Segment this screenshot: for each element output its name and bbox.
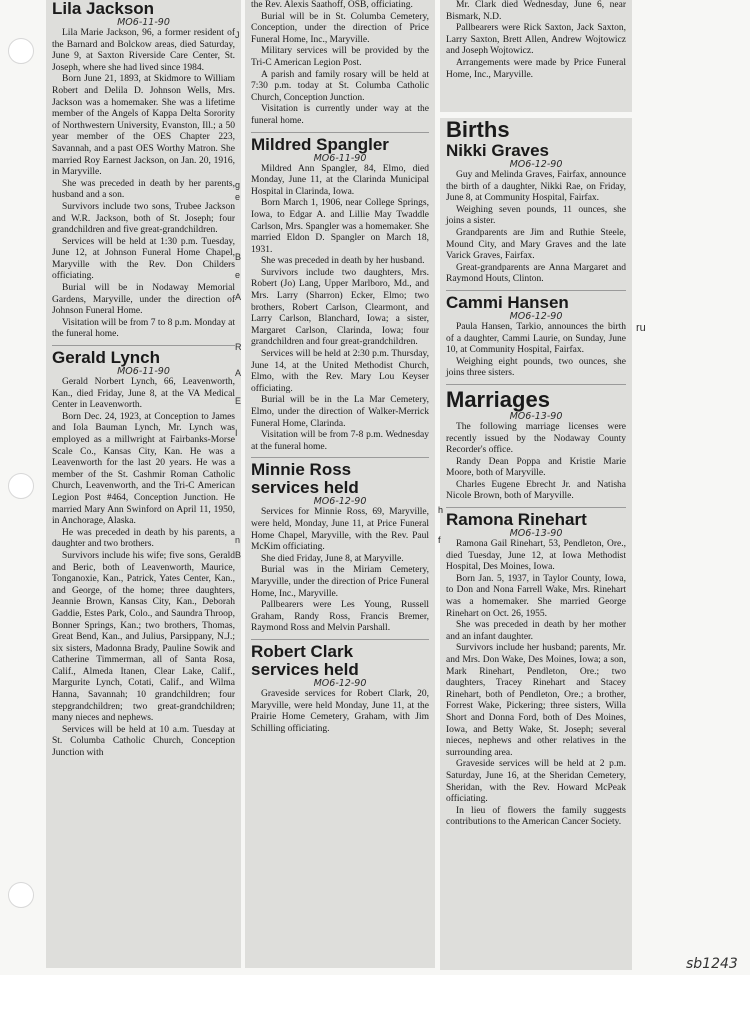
margin-letter: I: [235, 428, 238, 438]
clipping-column-3: [440, 118, 632, 970]
margin-letter: B: [235, 252, 242, 262]
paragraph: Burial will be in Nodaway Memorial Gardens, Maryville, under the direction of Johnson Funeral Home.: [52, 283, 235, 317]
divider: [52, 345, 235, 346]
paragraph: She was preceded in death by her parents, husband and a son.: [52, 178, 235, 201]
headline: Lila Jackson: [52, 0, 155, 18]
section-heading-marriages: Marriages: [446, 386, 550, 412]
birth-cammi-hansen: [446, 294, 626, 380]
handwritten-date: MO6-12-90: [509, 310, 563, 322]
paragraph: Lila Marie Jackson, 96, a former resident of the Barnard and Bolckow areas, died Saturday, June 9, at Saxton Riverside Care Center, St. Joseph, where she had lived since 1984.: [52, 28, 235, 73]
margin-letter: e: [235, 270, 241, 280]
paragraph: He was preceded in death by his parents, a daughter and two brothers.: [52, 527, 235, 550]
divider: [446, 384, 626, 385]
clipping-column-3-top: [440, 0, 632, 112]
margin-letter: R: [235, 342, 242, 352]
paragraph: Born Jan. 5, 1937, in Taylor County, Iowa, to Don and Nona Farrell Wake, Mrs. Rinehart was a homemaker. She married George Rinehart on Oct. 26, 1955.: [446, 573, 626, 619]
handwritten-date: MO6-11-90: [313, 152, 367, 164]
paragraph: Graveside services will be held at 2 p.m. Saturday, June 16, at the Sheridan Cemetery, Sheridan, with the Rev. Howard McPeak officiating.: [446, 759, 626, 805]
side-fragment-text: h: [438, 505, 444, 515]
margin-letter: g: [235, 180, 241, 190]
binder-hole: [8, 882, 34, 908]
paragraph: Survivors include her husband; parents, Mr. and Mrs. Don Wake, Des Moines, Iowa; a son, Mark Rinehart, Pendleton, Ore.; two daughters, Tracey Rinehart and Stacey Rinehart, both of Pendleton, Ore.; a brother, Forrest Wake, Pickering; three sisters, Willa Short and Donna Ford, both of Des Moines, Iowa, and Betty Wake, St. Joseph; several nieces, nephews and other relatives in the surrounding area.: [446, 643, 626, 758]
paragraph: the Rev. Alexis Saathoff, OSB, officiating.: [251, 0, 413, 10]
margin-letter: n: [235, 535, 241, 545]
paragraph: Graveside services for Robert Clark, 20, Maryville, were held Monday, June 11, at the Prairie Home Cemetery, Graham, with Jim Schilling officiating.: [251, 688, 429, 734]
handwritten-date: MO6-13-90: [509, 528, 563, 540]
obituary-continuation: [251, 0, 429, 128]
paragraph: Survivors include two daughters, Mrs. Robert (Jo) Lang, Upper Marlboro, Md., and Mrs. Larry (Sharron) Ecker, Elmo; two brothers, Robert Carlson, Clearmont, and Larry Carlson, Blanchard, Iowa; a sister, Margaret Carlson, Clarinda, Iowa; four grandchildren and four great-grandchildren.: [251, 267, 429, 348]
handwritten-date: MO6-12-90: [313, 496, 367, 508]
margin-letter: A: [235, 292, 242, 302]
paragraph: Great-grandparents are Anna Margaret and Raymond Houts, Clinton.: [446, 262, 626, 285]
paragraph: Services will be held at 2:30 p.m. Thursday, June 14, at the United Methodist Church, Elmo, with the Rev. Mary Lou Keyser officiating.: [251, 349, 429, 394]
birth-nikki-graves: [446, 142, 626, 286]
paragraph: Weighing seven pounds, 11 ounces, she joins a sister.: [446, 204, 626, 227]
paragraph: The following marriage licenses were recently issued by the Nodaway County Recorder's office.: [446, 421, 626, 456]
binder-hole: [8, 473, 34, 499]
section-heading-births: Births: [446, 118, 510, 142]
paragraph: Randy Dean Poppa and Kristie Marie Moore, both of Maryville.: [446, 456, 626, 479]
margin-letter: J: [235, 30, 240, 40]
paragraph: In lieu of flowers the family suggests contributions to the American Cancer Society.: [446, 805, 626, 828]
paragraph: She died Friday, June 8, at Maryville.: [261, 553, 404, 564]
obituary-lila-jackson: [52, 0, 235, 341]
paragraph: Weighing eight pounds, two ounces, she joins three sisters.: [446, 356, 626, 379]
margin-letter: A: [235, 368, 242, 378]
headline: Minnie Ross: [251, 460, 352, 480]
paragraph: Burial will be in the La Mar Cemetery, Elmo, under the direction of Walker-Merrick Funeral Home, Clarinda.: [251, 395, 429, 429]
headline: Gerald Lynch: [52, 348, 161, 368]
divider: [446, 290, 626, 291]
paragraph: Services will be held at 1:30 p.m. Tuesday, June 12, at Johnson Funeral Home Chapel, Maryville with the Rev. Don Childers officiating.: [52, 236, 235, 282]
binder-hole: [8, 38, 34, 64]
paragraph: Burial was in the Miriam Cemetery, Maryville, under the direction of Price Funeral Home, Inc., Maryville.: [251, 565, 429, 599]
paragraph: Ramona Gail Rinehart, 53, Pendleton, Ore., died Tuesday, June 12, at Iowa Methodist Hospital, Des Moines, Iowa.: [446, 539, 626, 573]
divider: [251, 639, 429, 640]
paragraph: Arrangements were made by Price Funeral Home, Inc., Maryville.: [446, 57, 626, 80]
headline: Cammi Hansen: [446, 292, 569, 312]
headline: Robert Clark: [251, 641, 354, 661]
clipping-column-1: [46, 0, 241, 968]
margin-letter: e: [235, 192, 241, 202]
margin-letter: B: [235, 550, 242, 560]
paragraph: Guy and Melinda Graves, Fairfax, announce the birth of a daughter, Nikki Rae, on Friday, June 8, at Community Hospital, Fairfax.: [446, 170, 626, 204]
paragraph: She was preceded in death by her husband.: [261, 256, 425, 267]
handwritten-date: MO6-12-90: [313, 677, 367, 689]
clipping-column-2: [245, 0, 435, 968]
handwritten-date: MO6-12-90: [509, 159, 563, 170]
paragraph: Born March 1, 1906, near College Springs, Iowa, to Edgar A. and Lillie May Twaddle Carlson, Mrs. Spangler was a homemaker. She married Eldon D. Spangler on March 18, 1931.: [251, 198, 429, 255]
handwritten-date: MO6-11-90: [117, 17, 170, 28]
divider: [251, 457, 429, 458]
notice-minnie-ross: [251, 461, 429, 635]
paragraph: Mr. Clark died Wednesday, June 6, near Bismark, N.D.: [446, 0, 626, 22]
paragraph: Visitation will be from 7 to 8 p.m. Monday at the funeral home.: [52, 317, 235, 340]
paragraph: She was preceded in death by her mother and an infant daughter.: [446, 620, 626, 642]
paragraph: Services will be held at 10 a.m. Tuesday at St. Columba Catholic Church, Conception Junction with: [52, 724, 235, 759]
headline: Nikki Graves: [446, 141, 550, 160]
obituary-ramona-rinehart: [446, 511, 626, 829]
paragraph: Born Dec. 24, 1923, at Conception to James and Iola Bauman Lynch, Mr. Lynch was employed as a millwright at Fairbanks-Morse Scale Co., Kansas City, Kan. He was a Leavenworth for the last 20 years. He was a member of the St. Cashmir Roman Catholic Church, Leavenworth, and the Tri-C American Legion Post #464, Conception Junction. He married Mary Ann Swinford on April 11, 1950, in Anchorage, Alaska.: [52, 411, 235, 527]
paragraph: A parish and family rosary will be held at 7:30 p.m. today at St. Columba Catholic Church, Conception Junction.: [251, 69, 429, 103]
paragraph: Pallbearers were Rick Saxton, Jack Saxton, Larry Saxton, Brett Allen, Andrew Wojtowicz and Joseph Wojtowicz.: [446, 23, 626, 57]
paragraph: Military services will be provided by the Tri-C American Legion Post.: [251, 46, 429, 68]
paragraph: Visitation will be from 7-8 p.m. Wednesday at the funeral home.: [251, 430, 429, 452]
paragraph: Visitation is currently under way at the funeral home.: [251, 104, 429, 126]
handwritten-date: MO6-11-90: [117, 366, 170, 378]
paragraph: Mildred Ann Spangler, 84, Elmo, died Monday, June 11, at the Clarinda Municipal Hospital in Clarinda, Iowa.: [251, 163, 429, 197]
paragraph: Burial will be in St. Columba Cemetery, Conception, under the direction of Price Funeral Home, Inc., Maryville.: [251, 11, 429, 45]
paragraph: Grandparents are Jim and Ruthie Steele, Mound City, and Mary Graves and the late Varick Graves, Fairfax.: [446, 227, 626, 262]
obituary-gerald-lynch: [52, 349, 235, 760]
divider: [251, 132, 429, 133]
headline-line-2: services held: [251, 659, 359, 679]
side-fragment-text: f: [438, 535, 441, 545]
headline-line-2: services held: [251, 478, 359, 498]
obituary-mildred-spangler: [251, 136, 429, 454]
side-fragment-text: ru: [636, 322, 646, 334]
marriages-section: [446, 388, 626, 503]
margin-letter: E: [235, 396, 242, 406]
page-identifier: sb1243: [686, 956, 738, 972]
paragraph: Services for Minnie Ross, 69, Maryville, were held, Monday, June 11, at Price Funeral Home Chapel, Maryville, with the Rev. Paul McKim officiating.: [251, 507, 429, 553]
handwritten-date: MO6-13-90: [509, 410, 563, 422]
paragraph: Born June 21, 1893, at Skidmore to William Robert and Delila D. Johnson Wells, Mrs. Jackson was a homemaker. She was a lifetime member of the Angels of Kappa Delta Sorority of Northwestern University, Evanston, Ill.; a 50 year member of the OES Chapter 223, Savannah, and a past OES Worthy Matron. She married Roy Earnest Jackson, on Jan. 20, 1916, in Maryville.: [52, 74, 235, 178]
divider: [446, 507, 626, 508]
paragraph: Gerald Norbert Lynch, 66, Leavenworth, Kan., died Friday, June 8, at the VA Medical Center in Leavenworth.: [52, 377, 235, 411]
paragraph: Survivors include two sons, Trubee Jackson and W.R. Jackson, both of St. Joseph; four grandchildren and five great-grandchildren.: [52, 201, 235, 236]
headline: Mildred Spangler: [251, 134, 389, 154]
notice-robert-clark: [251, 643, 429, 735]
headline: Ramona Rinehart: [446, 510, 587, 530]
paragraph: Paula Hansen, Tarkio, announces the birth of a daughter, Cammi Laurie, on Sunday, June 10, at Community Hospital, Fairfax.: [446, 321, 626, 356]
paragraph: Pallbearers were Les Young, Russell Graham, Randy Ross, Francis Bremer, Raymond Ross and Melvin Parshall.: [251, 600, 429, 634]
paragraph: Survivors include his wife; five sons, Gerald and Beric, both of Leavenworth, Maurice, Tonganoxie, Kan., Patrick, Yates Center, Kan., and George, of the home; three daughters, Jeannie Brown, Kansas City, Kan., Deborah Gaddie, Estes Park, Colo., and Saundra Throop, Bonner Springs, Kan.; two brothers, Thomas, Great Bend, Kan., and Julius, Parsippany, N.J.; six sisters, Madonna Brady, Pauline Sowik and Catherine Timmerman, all of Santa Rosa, Calif., Almeda Itanen, Clear Lake, Calif., Margurite Lynch, Cotati, Calif., and Wilma Hanna, Savannah; 10 grandchildren; four stepgrandchildren; two great-grandchildren; many nieces and nephews.: [52, 550, 235, 724]
paragraph: Charles Eugene Ebrecht Jr. and Natisha Nicole Brown, both of Maryville.: [446, 479, 626, 502]
